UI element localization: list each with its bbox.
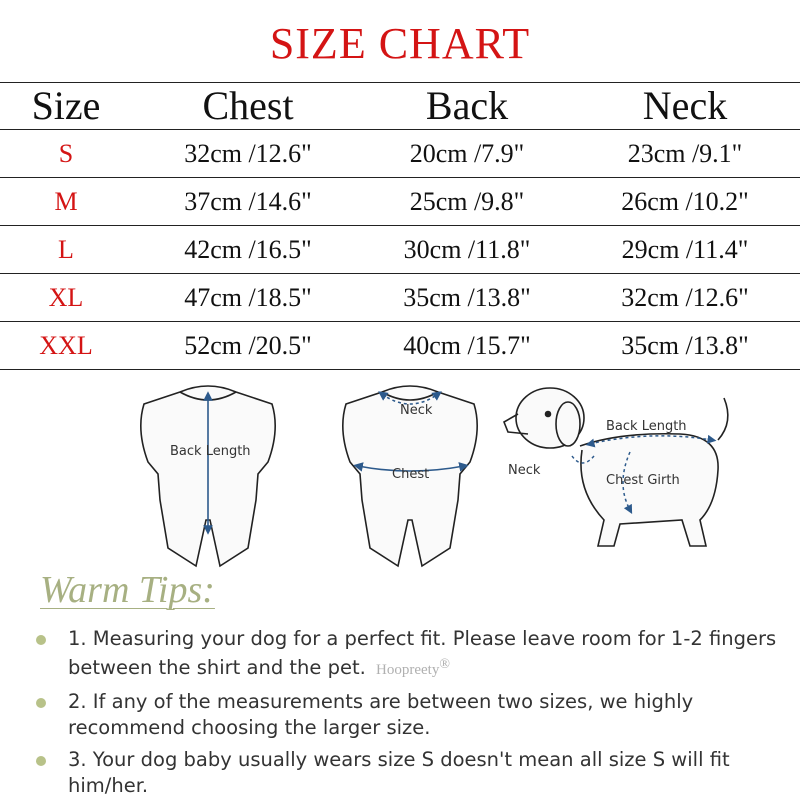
chest-cell: 37cm /14.6" — [132, 178, 364, 226]
tip-text: 1. Measuring your dog for a perfect fit. Please leave room for 1-2 fingers between the shirt and the pet. — [68, 627, 777, 679]
neck-cell: 32cm /12.6" — [570, 274, 800, 322]
neck-cell: 35cm /13.8" — [570, 322, 800, 370]
size-cell: S — [0, 130, 132, 178]
brand-watermark — [376, 657, 450, 678]
list-item — [30, 747, 790, 799]
neck-cell: 26cm /10.2" — [570, 178, 800, 226]
chest-cell: 42cm /16.5" — [132, 226, 364, 274]
list-item — [30, 689, 790, 741]
list-item — [30, 626, 790, 683]
bullet-icon — [36, 756, 46, 766]
chest-cell: 47cm /18.5" — [132, 274, 364, 322]
size-cell: M — [0, 178, 132, 226]
header-back: Back — [364, 83, 570, 130]
chest-label: Chest — [392, 467, 430, 482]
brand-name: Hoopreety — [376, 662, 440, 678]
size-table — [0, 82, 800, 370]
bullet-icon — [36, 635, 46, 645]
bullet-icon — [36, 698, 46, 708]
page-title: SIZE CHART — [269, 19, 531, 68]
header-chest: Chest — [132, 83, 364, 130]
size-cell: L — [0, 226, 132, 274]
back-cell: 20cm /7.9" — [364, 130, 570, 178]
table-row — [0, 274, 800, 322]
back-cell: 35cm /13.8" — [364, 274, 570, 322]
neck-cell: 23cm /9.1" — [570, 130, 800, 178]
table-row — [0, 178, 800, 226]
registered-mark: ® — [439, 657, 450, 672]
dog-chest-girth-label: Chest Girth — [606, 473, 680, 488]
back-cell: 40cm /15.7" — [364, 322, 570, 370]
tip-text: 2. If any of the measurements are between two sizes, we highly recommend choosing the larger size. — [68, 690, 694, 739]
tips-list — [30, 626, 790, 805]
garment-back-length-icon — [141, 386, 275, 566]
back-cell: 30cm /11.8" — [364, 226, 570, 274]
neck-cell: 29cm /11.4" — [570, 226, 800, 274]
size-cell: XL — [0, 274, 132, 322]
dog-neck-label: Neck — [508, 463, 541, 478]
measurement-illustrations — [120, 370, 780, 570]
warm-tips-heading: Warm Tips: — [40, 569, 215, 611]
table-row — [0, 130, 800, 178]
header-neck: Neck — [570, 83, 800, 130]
back-cell: 25cm /9.8" — [364, 178, 570, 226]
neck-label: Neck — [400, 403, 433, 418]
tip-text: 3. Your dog baby usually wears size S doesn't mean all size S will fit him/her. — [68, 748, 730, 797]
size-cell: XXL — [0, 322, 132, 370]
table-row — [0, 226, 800, 274]
table-header-row — [0, 83, 800, 130]
header-size: Size — [0, 83, 132, 130]
dog-back-length-label: Back Length — [606, 419, 687, 434]
chest-cell: 52cm /20.5" — [132, 322, 364, 370]
chest-cell: 32cm /12.6" — [132, 130, 364, 178]
back-length-label: Back Length — [170, 444, 251, 459]
table-row — [0, 322, 800, 370]
